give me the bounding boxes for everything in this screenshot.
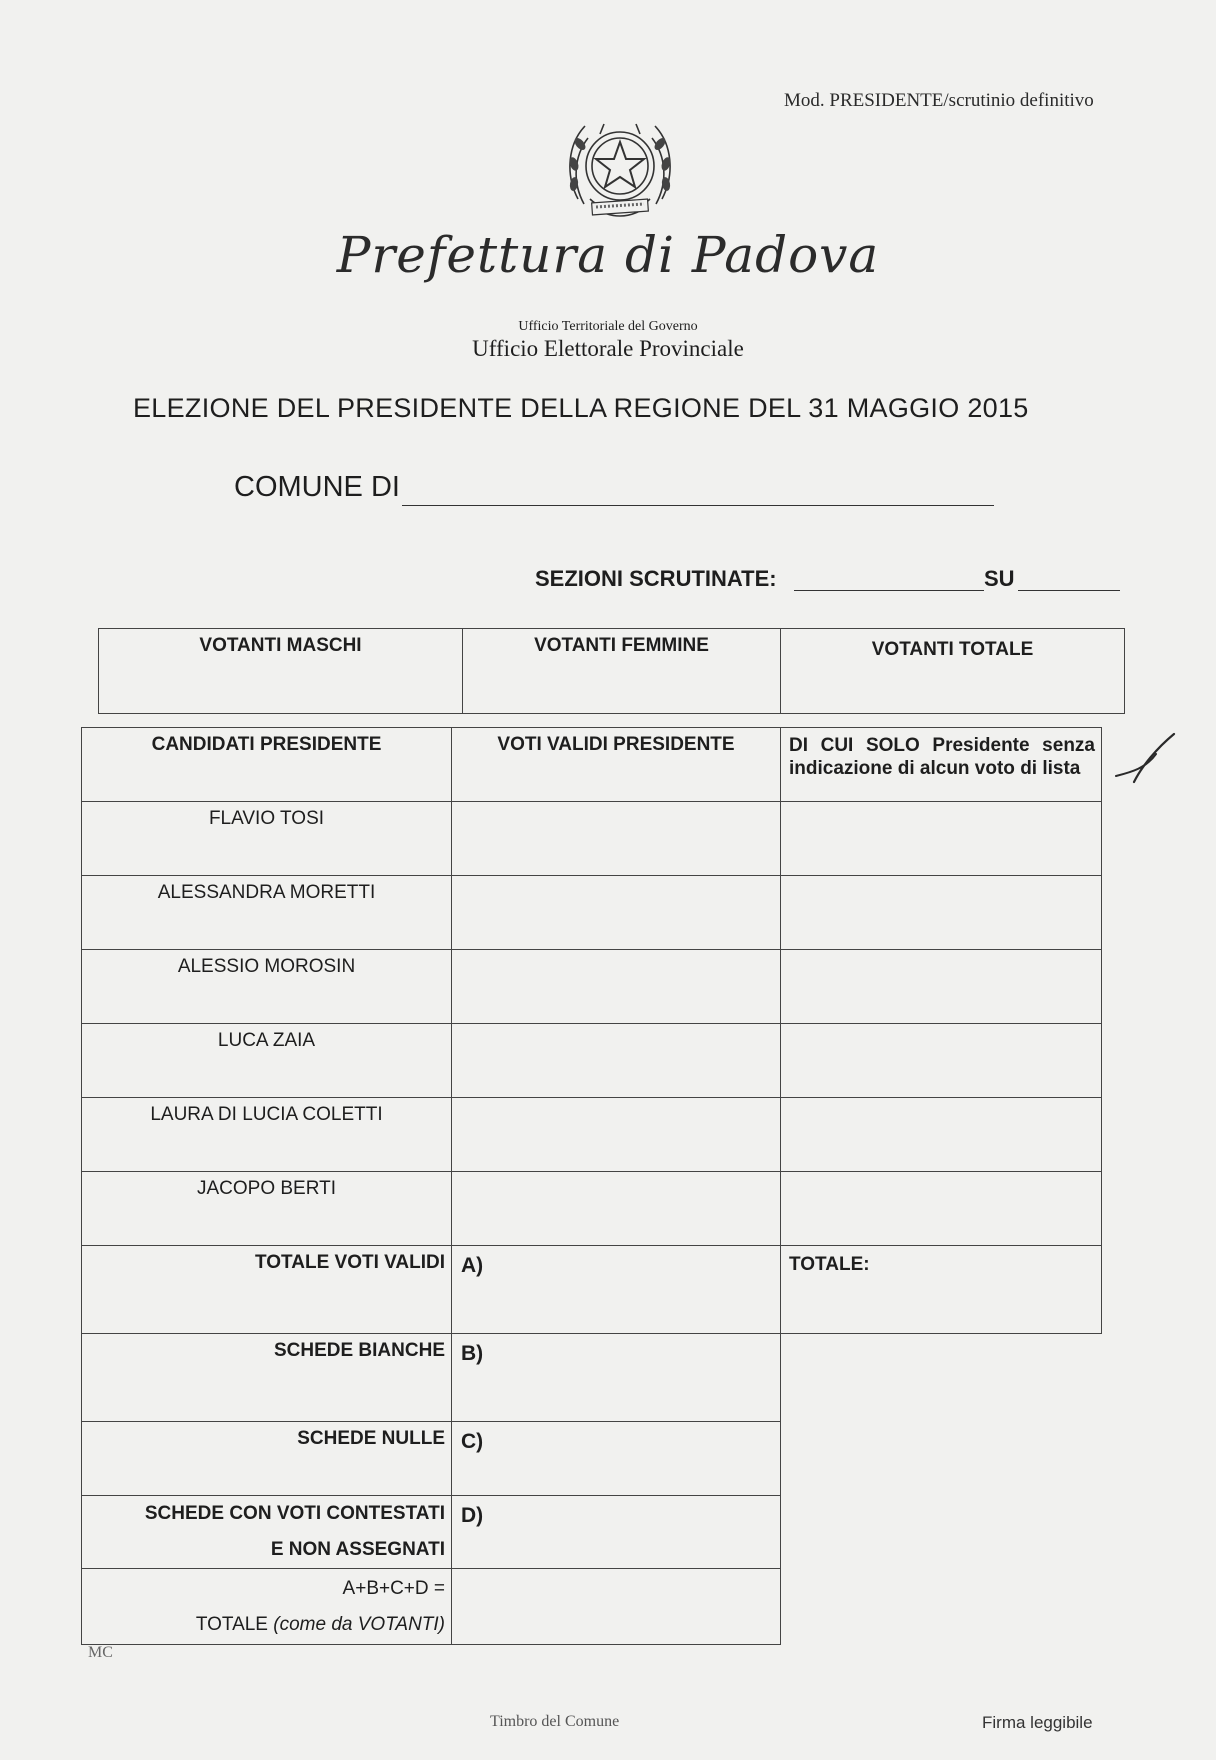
comune-label: COMUNE DI <box>234 471 400 503</box>
totale-cell[interactable]: TOTALE: <box>781 1246 1102 1334</box>
only-president-cell[interactable] <box>781 1024 1102 1098</box>
valid-votes-cell[interactable] <box>452 950 781 1024</box>
valid-votes-cell[interactable] <box>452 1098 781 1172</box>
candidate-name: ALESSIO MOROSIN <box>82 950 452 1024</box>
only-president-cell[interactable] <box>781 1172 1102 1246</box>
total-valid-cell[interactable]: A) <box>452 1246 781 1334</box>
initials: MC <box>88 1644 113 1661</box>
candidate-row <box>82 950 1102 1024</box>
candidate-name: ALESSANDRA MORETTI <box>82 876 452 950</box>
voters-table <box>98 628 1125 714</box>
candidate-row <box>82 1172 1102 1246</box>
blank-ballots-label: SCHEDE BIANCHE <box>82 1334 452 1422</box>
handwritten-x-mark <box>1112 728 1182 786</box>
sum-total-label: TOTALE <box>195 1614 268 1635</box>
prefecture-title: Prefettura di Padova <box>336 226 880 284</box>
signature-label: Firma leggibile <box>982 1713 1093 1732</box>
italian-republic-emblem <box>560 104 680 229</box>
candidate-name: JACOPO BERTI <box>82 1172 452 1246</box>
only-president-cell[interactable] <box>781 802 1102 876</box>
contested-cell[interactable]: D) <box>452 1496 781 1569</box>
form-code: Mod. PRESIDENTE/scrutinio definitivo <box>784 90 1094 111</box>
sum-total-cell[interactable] <box>452 1569 781 1645</box>
only-president-header: DI CUI SOLO Presidente senza indicazione di alcun voto di lista <box>781 728 1102 802</box>
contested-label-line2: E NON ASSEGNATI <box>270 1539 445 1560</box>
office-name: Ufficio Elettorale Provinciale <box>472 336 744 361</box>
null-ballots-label: SCHEDE NULLE <box>82 1422 452 1496</box>
only-president-cell[interactable] <box>781 876 1102 950</box>
valid-votes-header: VOTI VALIDI PRESIDENTE <box>452 728 781 802</box>
valid-votes-cell[interactable] <box>452 802 781 876</box>
su-label: SU <box>984 566 1015 591</box>
candidate-name: LUCA ZAIA <box>82 1024 452 1098</box>
candidate-row <box>82 1024 1102 1098</box>
office-subtitle: Ufficio Territoriale del Governo <box>518 319 698 334</box>
candidate-name: LAURA DI LUCIA COLETTI <box>82 1098 452 1172</box>
voters-male-cell[interactable]: VOTANTI MASCHI <box>99 629 463 714</box>
candidates-header: CANDIDATI PRESIDENTE <box>82 728 452 802</box>
null-ballots-cell[interactable]: C) <box>452 1422 781 1496</box>
comune-field[interactable] <box>402 505 994 506</box>
candidate-name: FLAVIO TOSI <box>82 802 452 876</box>
valid-votes-cell[interactable] <box>452 1024 781 1098</box>
blank-ballots-cell[interactable]: B) <box>452 1334 781 1422</box>
sezioni-field[interactable] <box>794 590 984 591</box>
valid-votes-cell[interactable] <box>452 1172 781 1246</box>
voters-total-cell[interactable]: VOTANTI TOTALE <box>781 629 1125 714</box>
only-president-cell[interactable] <box>781 1098 1102 1172</box>
candidates-table <box>81 727 1102 1645</box>
candidate-row <box>82 802 1102 876</box>
contested-label-line1: SCHEDE CON VOTI CONTESTATI <box>144 1503 445 1524</box>
contested-label <box>82 1496 452 1569</box>
sum-label <box>82 1569 452 1645</box>
sum-note: (come da VOTANTI) <box>273 1614 445 1635</box>
voters-female-cell[interactable]: VOTANTI FEMMINE <box>463 629 781 714</box>
only-president-cell[interactable] <box>781 950 1102 1024</box>
total-valid-label: TOTALE VOTI VALIDI <box>82 1246 452 1334</box>
candidate-row <box>82 1098 1102 1172</box>
stamp-label: Timbro del Comune <box>490 1713 620 1730</box>
su-field[interactable] <box>1018 590 1120 591</box>
election-heading: ELEZIONE DEL PRESIDENTE DELLA REGIONE DEL 31 MAGGIO 2015 <box>133 393 1029 423</box>
sezioni-label: SEZIONI SCRUTINATE: <box>535 566 777 591</box>
sum-formula: A+B+C+D = <box>342 1578 445 1599</box>
valid-votes-cell[interactable] <box>452 876 781 950</box>
candidate-row <box>82 876 1102 950</box>
